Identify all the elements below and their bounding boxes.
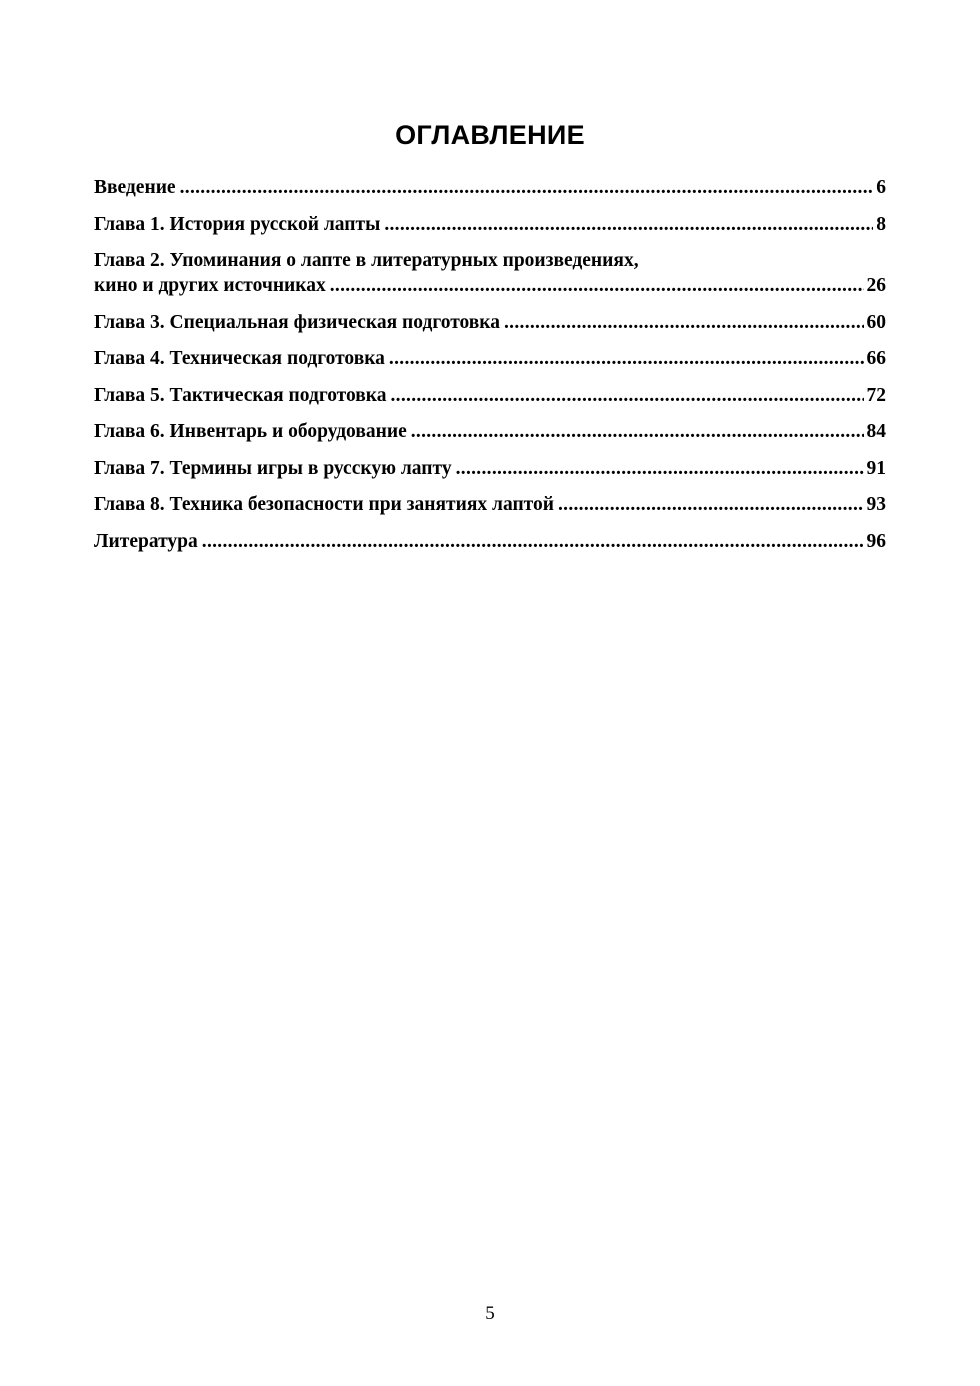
toc-entry[interactable] bbox=[94, 419, 886, 444]
page-number: 5 bbox=[485, 1303, 495, 1324]
toc-entry-page-number: 60 bbox=[866, 311, 886, 333]
toc-entry[interactable] bbox=[94, 175, 886, 200]
toc-entry-label: Глава 5. Тактическая подготовка bbox=[94, 384, 387, 406]
dot-leader bbox=[389, 346, 864, 371]
toc-entry-row bbox=[94, 383, 886, 408]
toc-entry-row bbox=[94, 273, 886, 298]
toc-entry-page-number: 6 bbox=[876, 177, 886, 198]
toc-entry-label: Глава 6. Инвентарь и оборудование bbox=[94, 421, 407, 442]
toc-entry-row bbox=[94, 419, 886, 444]
toc-entry-row bbox=[94, 175, 886, 200]
toc-entry[interactable] bbox=[94, 346, 886, 371]
dot-leader bbox=[456, 456, 864, 481]
dot-leader bbox=[384, 212, 873, 237]
table-of-contents bbox=[94, 175, 886, 565]
dot-leader bbox=[330, 273, 864, 298]
toc-entry[interactable] bbox=[94, 529, 886, 554]
dot-leader bbox=[411, 419, 864, 444]
toc-entry-row bbox=[94, 346, 886, 371]
dot-leader bbox=[202, 529, 864, 554]
toc-entry[interactable] bbox=[94, 383, 886, 408]
toc-entry-label: Введение bbox=[94, 177, 176, 198]
toc-entry-page-number: 91 bbox=[866, 457, 886, 479]
dot-leader bbox=[504, 310, 864, 335]
dot-leader bbox=[180, 175, 874, 200]
toc-entry-label: Глава 7. Термины игры в русскую лапту bbox=[94, 457, 452, 479]
toc-entry-row bbox=[94, 529, 886, 554]
toc-entry-row bbox=[94, 212, 886, 237]
toc-entry-label-line: Глава 2. Упоминания о лапте в литературных произведениях, bbox=[94, 250, 639, 271]
dot-leader bbox=[391, 383, 864, 408]
toc-entry-page-number: 93 bbox=[866, 494, 886, 515]
dot-leader bbox=[558, 492, 864, 517]
toc-entry[interactable] bbox=[94, 310, 886, 335]
toc-entry-label: Глава 1. История русской лапты bbox=[94, 213, 381, 235]
toc-entry-page-number: 96 bbox=[866, 530, 886, 552]
toc-title: ОГЛАВЛЕНИЕ bbox=[395, 120, 585, 150]
toc-entry-row bbox=[94, 310, 886, 335]
toc-entry[interactable] bbox=[94, 492, 886, 517]
toc-entry[interactable] bbox=[94, 248, 886, 298]
toc-entry-page-number: 8 bbox=[876, 213, 886, 235]
toc-entry-page-number: 26 bbox=[866, 275, 886, 296]
toc-entry-row bbox=[94, 492, 886, 517]
toc-entry[interactable] bbox=[94, 456, 886, 481]
toc-entry-label: Литература bbox=[94, 530, 198, 552]
toc-entry-label: Глава 8. Техника безопасности при занятиях лаптой bbox=[94, 494, 554, 515]
toc-entry-page-number: 84 bbox=[866, 421, 886, 442]
toc-entry[interactable] bbox=[94, 212, 886, 237]
toc-entry-label: Глава 4. Техническая подготовка bbox=[94, 348, 385, 369]
toc-entry-page-number: 72 bbox=[866, 384, 886, 406]
toc-entry-page-number: 66 bbox=[866, 348, 886, 369]
toc-entry-row bbox=[94, 456, 886, 481]
toc-entry-label: кино и других источниках bbox=[94, 275, 326, 296]
toc-entry-label: Глава 3. Специальная физическая подготовка bbox=[94, 311, 500, 333]
